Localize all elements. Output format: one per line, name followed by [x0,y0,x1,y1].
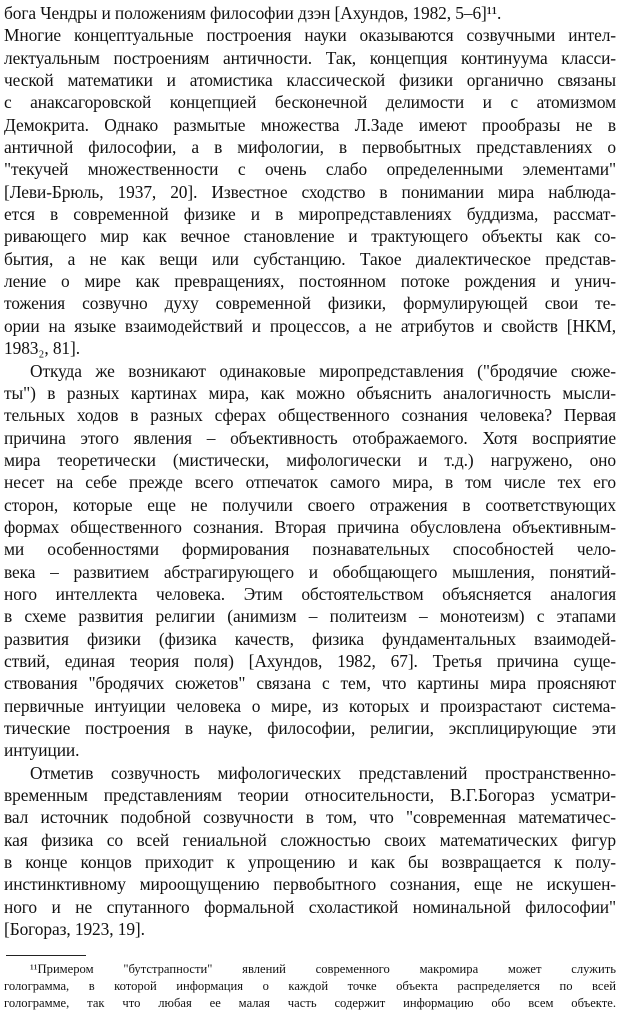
text-line: тические построения в науке, философии, религии, эксплицирующие эти [4,718,616,738]
text-line: ного и не спутанного формальной схоластикой номинальной философии" [4,896,616,917]
text-line: ты") в разных картинах мира, как можно объяснить аналогичность мысли- [4,382,616,403]
text-line: Демокрита. Однако размытые множества Л.Заде имеют прообразы не в [4,114,616,135]
footnote [4,961,616,1012]
text-line: сторон, которые еще не получили своего отражения в соответствующих [4,494,616,515]
text-line: античной философии, а в мифологии, в первобытных представлениях о [4,137,616,158]
text-line: кая физика со всей гениальной сложностью своих математических фигур [4,829,616,850]
text-line: первичные интуиции человека о мире, из которых и произрастают система- [4,695,616,716]
paragraph-first-line: Отметив созвучность мифологических представлений пространственно- [30,762,616,783]
text-line: ление о мире как превращениях, постоянном потоке рождения и унич- [4,271,616,292]
footnote-line: ¹¹Примером "бутстрапности" явлений современного макромира может служить [30,962,616,976]
text-line: Многие концептуальные построения науки оказываются созвучными интел- [4,25,616,46]
text-line: несет на себе прежде всего отпечаток самого мира, в том числе тех его [4,472,616,493]
text-line: мира теоретически (мистически, мифологически и т.д.) нагружено, оно [4,449,616,470]
text-line: ствий, единая теория поля) [Ахундов, 1982, 67]. Третья причина суще- [4,650,616,671]
text-line: инстинктивному мироощущению первобытного сознания, еще не искушен- [4,874,616,895]
text-line: временным представлениям теории относительности, В.Г.Богораз усматри- [4,785,616,806]
text-line: ческой математики и атомистика классической физики органично связаны [4,70,616,91]
text-line: формах общественного сознания. Вторая причина обусловлена объективным- [4,516,616,537]
text-line: вал источник подобной созвучности в том, что "современная математичес- [4,807,616,828]
text-line: ствования "бродячих сюжетов" связана с тем, что картины мира проясняют [4,673,616,694]
text-line: с анаксагоровской концепцией бесконечной делимости и с атомизмом [4,92,616,113]
text-line: бога Чендры и положениям философии дзэн [Ахундов, 1982, 5–6]¹¹. [4,3,502,23]
text-line: ривающего мир как вечное становление и трактующего объекты как со- [4,226,616,247]
footnote-divider [6,955,86,956]
text-line: 1983₂, 81]. [4,338,80,359]
text-line: ется в современной физике и в миропредставлениях буддизма, рассмат- [4,204,616,225]
text-line: интуиции. [4,740,80,761]
text-line: бытия, а не как вещи или субстанцию. Такое диалектическое представ- [4,248,616,269]
footnote-line: голограмме, так что любая ее малая часть содержит информацию обо всем объекте. [4,996,616,1010]
text-line: тожения созвучно духу современной физики, формулирующей свои те- [4,293,616,314]
footnote-line: голограмма, в которой информация о каждой точке объекта распределяется по всей [4,979,616,993]
text-line: ми особенностями формирования познавательных способностей чело- [4,539,616,560]
text-line: века – развитием абстрагирующего и обобщающего мышления, понятий- [4,561,616,582]
paragraph-first-line: Откуда же возникают одинаковые миропредставления ("бродячие сюже- [30,360,616,381]
text-line: тельных ходов в разных сферах общественного сознания человека? Первая [4,405,616,426]
text-line: ории на языке взаимодействий и процессов, а не атрибутов и свойств [НКМ, [4,315,616,336]
text-line: причина этого явления – объективность отображаемого. Хотя восприятие [4,427,616,448]
text-line: "текучей множественности с очень слабо определенными элементами" [4,159,616,180]
text-line: [Леви-Брюль, 1937, 20]. Известное сходство в понимании мира наблюда- [4,181,616,202]
text-line: в схеме развития религии (анимизм – политеизм – монотеизм) с этапами [4,606,616,627]
main-text [4,2,616,940]
text-line: лектуальным построениям античности. Так, концепция континуума класси- [4,47,616,68]
text-line: [Богораз, 1923, 19]. [4,919,145,940]
text-line: ного интеллекта человека. Этим обстоятельством объясняется аналогия [4,583,616,604]
text-line: в конце концов приходит к упрощению и как бы возвращается к полу- [4,852,616,873]
text-line: развития физики (физика качеств, физика фундаментальных взаимодей- [4,628,616,649]
